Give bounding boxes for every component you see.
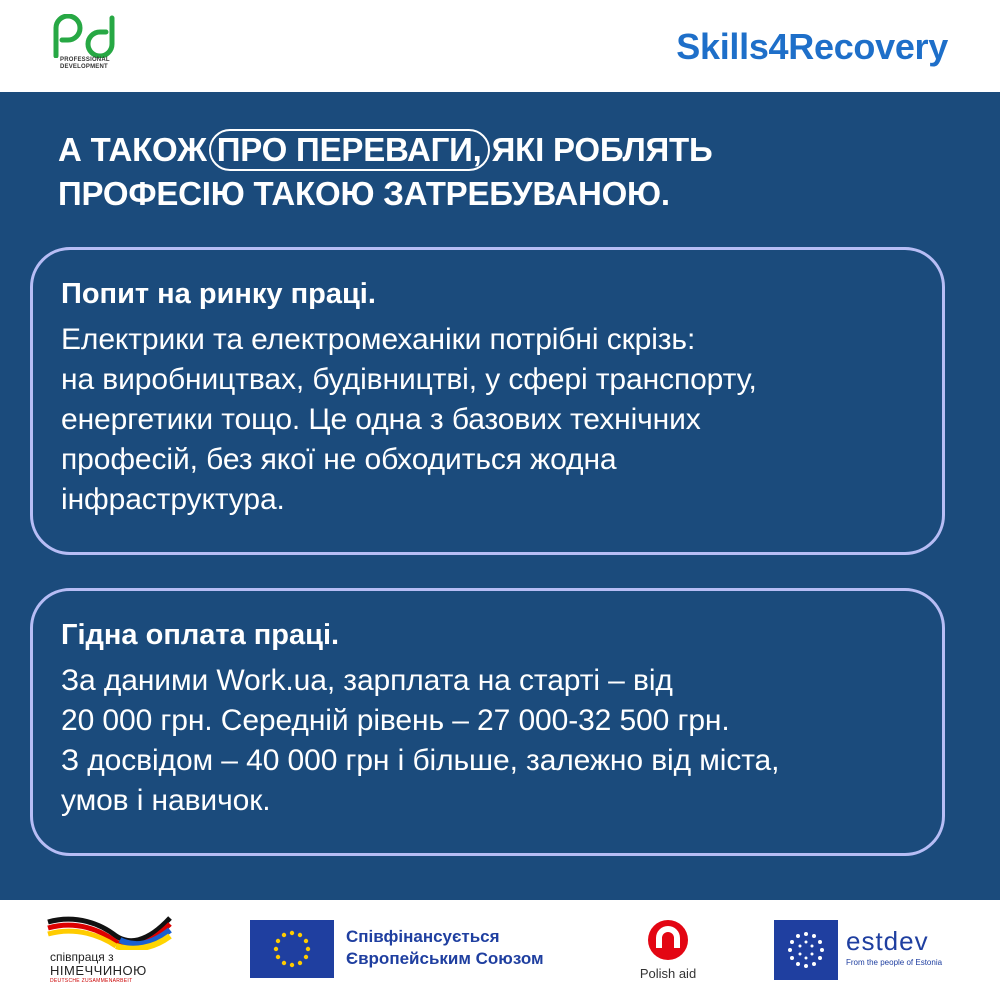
card-text-line: З досвідом – 40 000 грн і більше, залежно від міста, (61, 744, 780, 777)
card-title: Попит на ринку праці. (61, 278, 376, 310)
card-decent-pay (30, 588, 945, 856)
card-text-line: інфраструктура. (61, 483, 285, 516)
card-text-line: енергетики тощо. Це одна з базових технічних (61, 403, 701, 436)
estdev-subtitle: From the people of Estonia (846, 958, 943, 967)
card-title: Гідна оплата праці. (61, 619, 340, 651)
headline (58, 128, 958, 216)
main-panel (0, 92, 1000, 900)
eu-line2: Європейським Союзом (346, 949, 544, 968)
header (0, 0, 1000, 92)
card-text-line: професій, без якої не обходиться жодна (61, 443, 617, 476)
polish-aid-icon (632, 916, 704, 964)
eu-line1: Співфінансується (346, 927, 500, 946)
estdev-name: estdev (846, 926, 929, 956)
polish-aid-logo (632, 916, 704, 986)
pd-logo-mark-icon (50, 14, 120, 58)
eu-cofinanced-text (346, 926, 544, 970)
german-caption-line1: співпраця з (50, 950, 114, 964)
pd-logo-subtitle (60, 57, 110, 71)
german-cooperation-logo (46, 914, 176, 984)
pd-logo (50, 14, 130, 80)
card-text (61, 661, 914, 821)
brand-title: Skills4Recovery (676, 26, 948, 67)
german-ukrainian-ribbon-icon (46, 914, 172, 950)
german-caption-line2: НІМЕЧЧИНОЮ (50, 963, 147, 978)
card-text-line: на виробництвах, будівництві, у сфері транспорту, (61, 363, 757, 396)
headline-highlight: ПРО ПЕРЕВАГИ, (209, 129, 490, 171)
headline-part1: А ТАКОЖ (58, 131, 207, 168)
estdev-emblem-icon (774, 920, 838, 980)
card-labor-demand (30, 247, 945, 555)
headline-line2: ПРОФЕСІЮ ТАКОЮ ЗАТРЕБУВАНОЮ. (58, 175, 670, 212)
card-text-line: За даними Work.ua, зарплата на старті – від (61, 664, 673, 697)
card-text (61, 320, 914, 520)
footer (0, 900, 1000, 1000)
card-text-line: Електрики та електромеханіки потрібні скрізь: (61, 323, 696, 356)
headline-part2: ЯКІ РОБЛЯТЬ (491, 131, 713, 168)
pd-logo-subtitle-line2: DEVELOPMENT (60, 64, 108, 70)
german-caption-line3: DEUTSCHE ZUSAMMENARBEIT (50, 978, 133, 984)
polish-aid-text: Polish aid (639, 966, 697, 981)
eu-flag-icon (250, 920, 334, 978)
card-text-line: 20 000 грн. Середній рівень – 27 000-32 500 грн. (61, 704, 730, 737)
headline-line1 (58, 128, 958, 172)
pd-logo-subtitle-line1: PROFESSIONAL (60, 57, 110, 63)
card-text-line: умов і навичок. (61, 784, 271, 817)
